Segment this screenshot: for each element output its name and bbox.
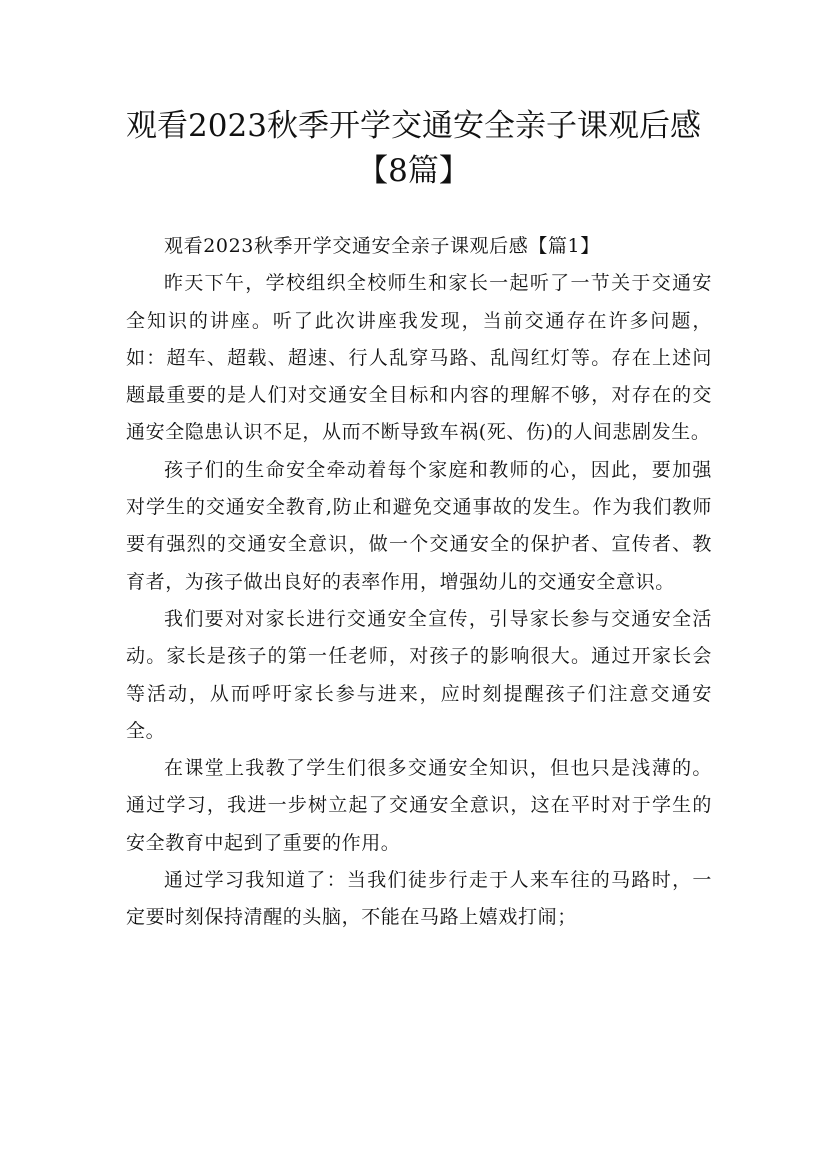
- paragraph-3: 我们要对对家长进行交通安全宣传，引导家长参与交通安全活动。家长是孩子的第一任老师，对孩子的影响很大。通过开家长会等活动，从而呼吁家长参与进来，应时刻提醒孩子们注意交通安全。: [126, 607, 712, 742]
- section-heading: 观看2023秋季开学交通安全亲子课观后感【篇1】: [164, 235, 600, 257]
- document-title-line-1: 观看2023秋季开学交通安全亲子课观后感: [126, 108, 701, 144]
- paragraph-4: 在课堂上我教了学生们很多交通安全知识，但也只是浅薄的。通过学习，我进一步树立起了交通安全意识，这在平时对于学生的安全教育中起到了重要的作用。: [126, 757, 712, 854]
- document-body: [126, 228, 712, 937]
- paragraph-2: 孩子们的生命安全牵动着每个家庭和教师的心，因此，要加强对学生的交通安全教育,防止和避免交通事故的发生。作为我们教师要有强烈的交通安全意识，做一个交通安全的保护者、宣传者、教育者，为孩子做出良好的表率作用，增强幼儿的交通安全意识。: [126, 458, 712, 593]
- paragraph-1: 昨天下午，学校组织全校师生和家长一起听了一节关于交通安全知识的讲座。听了此次讲座我发现，当前交通存在许多问题，如：超车、超载、超速、行人乱穿马路、乱闯红灯等。存在上述问题最重要的是人们对交通安全目标和内容的理解不够，对存在的交通安全隐患认识不足，从而不断导致车祸(死、伤)的人间悲剧发生。: [126, 272, 712, 444]
- paragraph-5: 通过学习我知道了：当我们徒步行走于人来车往的马路时，一定要时刻保持清醒的头脑，不能在马路上嬉戏打闹；: [126, 869, 712, 929]
- document-title-line-2: 【8篇】: [357, 153, 470, 189]
